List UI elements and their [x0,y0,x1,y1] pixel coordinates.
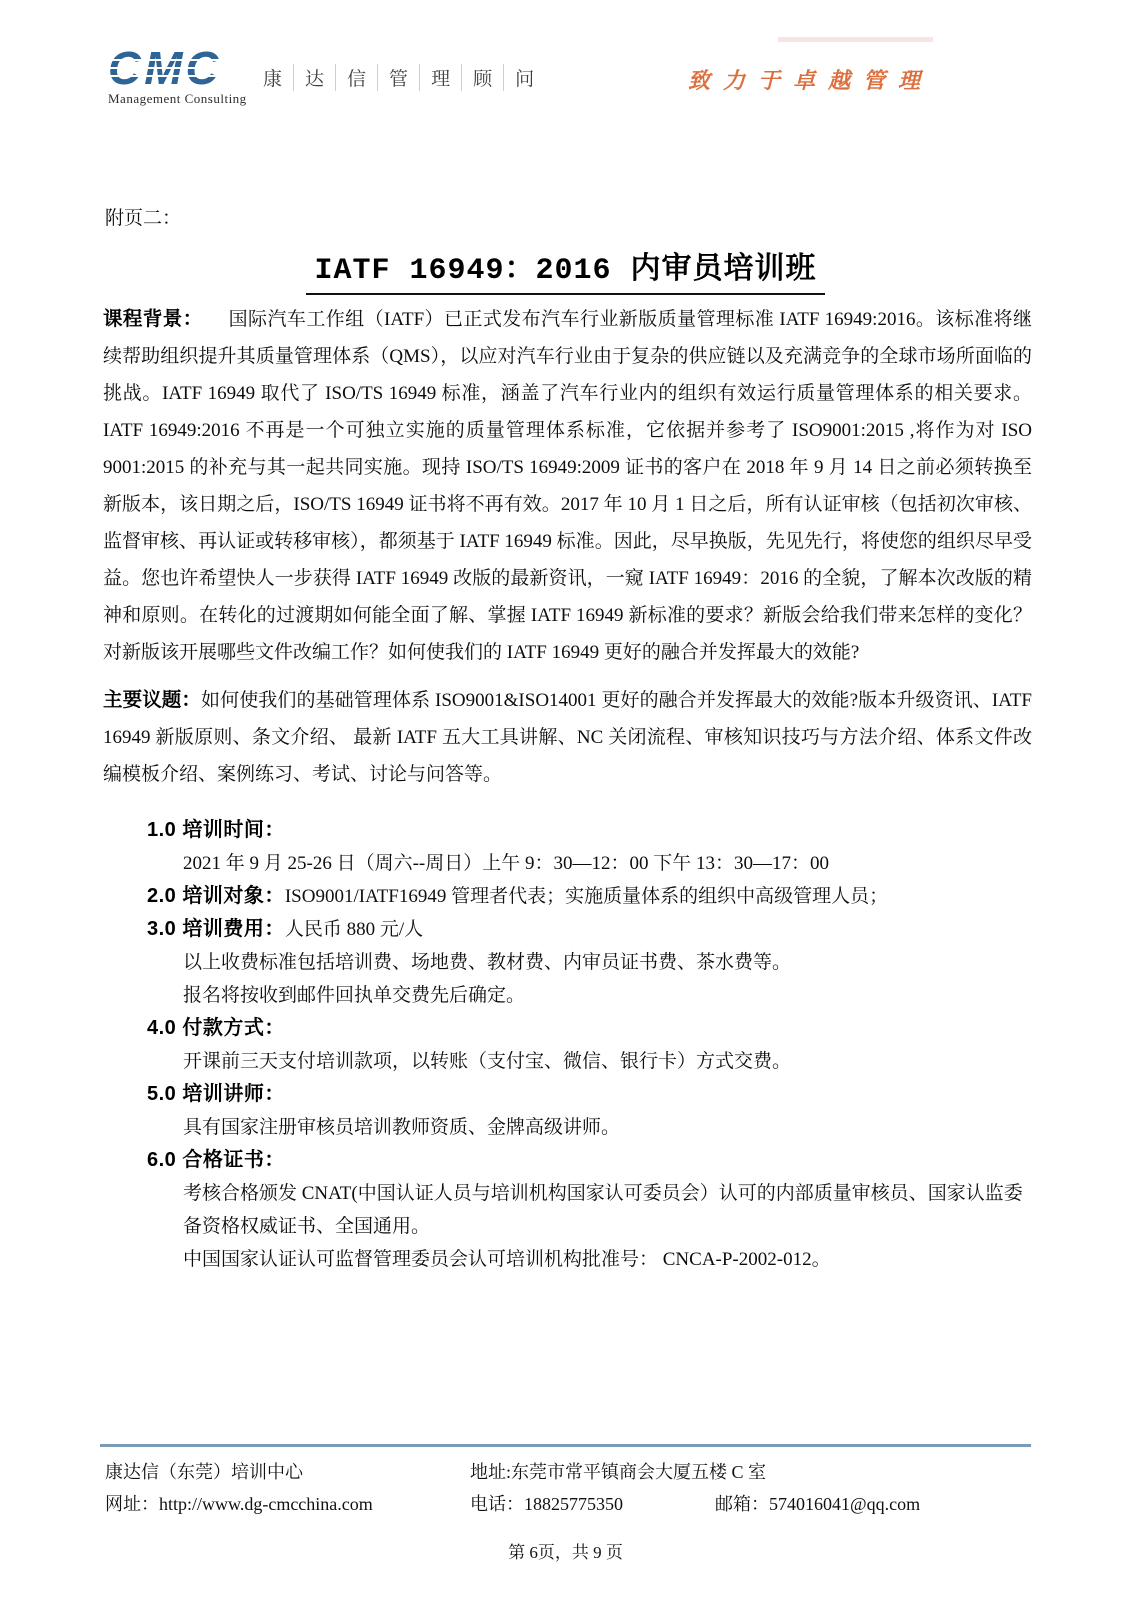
footer-address [470,1458,766,1484]
footer-email-link[interactable]: 574016041@qq.com [769,1494,921,1514]
footer-phone-label: 电话： [470,1494,524,1514]
section-line: 以上收费标准包括培训费、场地费、教材费、内审员证书费、茶水费等。 [183,952,792,973]
footer-website [105,1490,373,1516]
section-training-audience [147,880,1032,913]
numbered-sections [147,814,1032,1276]
section-payment-method [147,1012,1032,1078]
section-line: 中国国家认证认可监督管理委员会认可培训机构批准号： CNCA-P-2002-012。 [183,1249,831,1270]
footer-address-value: 东莞市常平镇商会大厦五楼 C 室 [511,1462,767,1482]
page-number: 第 6页，共 9 页 [508,1543,623,1562]
brand-char: 理 [431,69,451,90]
brand-char: 信 [347,69,367,90]
cmc-logo [108,46,247,107]
brand-char: 顾 [473,69,493,90]
brand-char: 康 [263,69,283,90]
company-slogan: 致力于卓越管理 [688,68,934,94]
logo-stripe [106,59,224,61]
section-inline-text: 人民币 880 元/人 [284,919,424,940]
decorative-strip [778,37,933,42]
footer-divider [100,1444,1031,1447]
logo-stripe [106,67,224,69]
footer-email-label: 邮箱： [715,1494,769,1514]
section-inline-text: ISO9001/IATF16949 管理者代表；实施质量体系的组织中高级管理人员； [284,886,889,907]
logo-stripe [106,75,224,77]
course-background-text: 国际汽车工作组（IATF）已正式发布汽车行业新版质量管理标准 IATF 16949:2016。该标准将继续帮助组织提升其质量管理体系（QMS），以应对汽车行业由于复杂的供应链以及充满竞争的全球市场所面临的挑战。IATF 16949 取代了 ISO/TS 16949 标准，涵盖了汽车行业内的组织有效运行质量管理体系的相关要求。IATF 16949:2016 不再是一个可独立实施的质量管理体系标准，它依据并参考了 ISO9001:2015 ,将作为对 ISO 9001:2015 的补充与其一起共同实施。现持 ISO/TS 16949:2009 证书的客户在 2018 年 9 月 14 日之前必须转换至新版本，该日期之后，ISO/TS 16949 证书将不再有效。2017 年 10 月 1 日之后，所有认证审核（包括初次审核、监督审核、再认证或转移审核），都须基于 IATF 16949 标准。因此，尽早换版，先见先行，将使您的组织尽早受益。您也许希望快人一步获得 IATF 16949 改版的最新资讯，一窥 IATF 16949：2016 的全貌，了解本次改版的精神和原则。在转化的过渡期如何能全面了解、掌握 IATF 16949 新标准的要求？新版会给我们带来怎样的变化？对新版该开展哪些文件改编工作？如何使我们的 IATF 16949 更好的融合并发挥最大的效能? [103,309,1032,663]
course-background-paragraph [103,301,1032,671]
section-heading: 5.0 培训讲师： [147,1083,285,1105]
brand-char: 问 [515,69,535,90]
section-heading: 4.0 付款方式： [147,1017,285,1039]
page-footer [0,1444,1131,1562]
cmc-logo-subtext: Management Consulting [108,91,247,106]
footer-phone [470,1490,623,1516]
footer-org-name: 康达信（东莞）培训中心 [105,1462,303,1482]
section-heading: 3.0 培训费用： [147,918,285,940]
main-content [103,301,1032,1276]
main-topics-paragraph [103,682,1032,793]
section-training-fee [147,913,1032,1012]
section-heading: 2.0 培训对象： [147,885,285,907]
footer-website-link[interactable]: http://www.dg-cmcchina.com [159,1494,373,1514]
section-certificate [147,1144,1032,1276]
section-heading: 1.0 培训时间： [147,819,285,841]
section-line: 开课前三天支付培训款项，以转账（支付宝、微信、银行卡）方式交费。 [183,1051,792,1072]
footer-email [715,1490,920,1516]
section-heading: 6.0 合格证书： [147,1149,285,1171]
section-training-time [147,814,1032,880]
main-topics-text: 如何使我们的基础管理体系 ISO9001&ISO14001 更好的融合并发挥最大的效能?版本升级资讯、IATF 16949 新版原则、条文介绍、 最新 IATF 五大工具讲解、NC 关闭流程、审核知识技巧与方法介绍、体系文件改编模板介绍、案例练习、考试、讨论与问答等。 [103,690,1032,785]
section-trainer [147,1078,1032,1144]
section-line: 考核合格颁发 CNAT(中国认证人员与培训机构国家认可委员会）认可的内部质量审核员、国家认监委备资格权威证书、全国通用。 [183,1183,1023,1237]
brand-name-row [252,64,545,91]
brand-char: 管 [389,69,409,90]
title-row [0,243,1131,295]
footer-address-label: 地址: [470,1462,512,1482]
footer-website-label: 网址： [105,1494,159,1514]
section-line: 2021 年 9 月 25-26 日（周六--周日）上午 9：30—12：00 下午 13：30—17：00 [183,853,829,874]
page-title: IATF 16949：2016 内审员培训班 [306,243,824,295]
main-topics-label: 主要议题： [103,689,201,711]
appendix-label: 附页二： [105,208,182,229]
section-line: 具有国家注册审核员培训教师资质、金牌高级讲师。 [183,1117,621,1138]
brand-char: 达 [305,69,325,90]
course-background-label: 课程背景： [103,308,203,330]
section-line: 报名将按收到邮件回执单交费先后确定。 [183,985,526,1006]
footer-phone-value: 18825775350 [524,1494,623,1514]
